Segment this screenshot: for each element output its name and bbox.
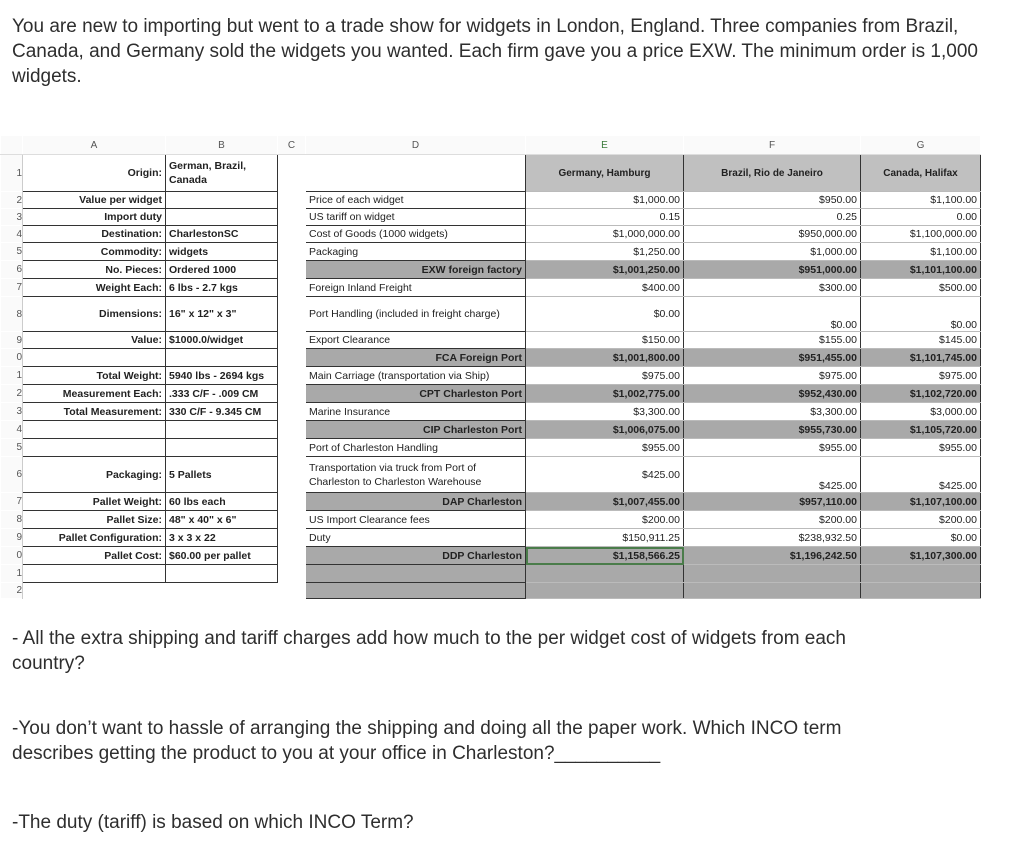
cell-g[interactable]: $200.00 [861, 511, 981, 529]
cell-c[interactable] [278, 297, 306, 332]
cell-c[interactable] [278, 226, 306, 243]
row-number[interactable]: 9 [1, 529, 23, 547]
sheet-row [1, 209, 981, 226]
cell-a[interactable] [23, 583, 166, 599]
cell-a[interactable]: Dimensions: [23, 297, 166, 332]
cell-f[interactable]: $425.00 [684, 457, 861, 493]
cell-c[interactable] [278, 349, 306, 367]
cell-e[interactable]: $425.00 [526, 457, 684, 493]
cell-d[interactable]: Cost of Goods (1000 widgets) [306, 226, 526, 243]
cell-d[interactable] [306, 583, 526, 599]
cell-d[interactable]: CIP Charleston Port [306, 421, 526, 439]
sheet-row [1, 279, 981, 297]
cell-f[interactable]: Brazil, Rio de Janeiro [684, 155, 861, 192]
cell-b[interactable] [166, 439, 278, 457]
cell-b[interactable] [166, 349, 278, 367]
cell-f[interactable]: $155.00 [684, 332, 861, 349]
cell-g[interactable]: $500.00 [861, 279, 981, 297]
cell-a[interactable] [23, 421, 166, 439]
cell-d[interactable]: EXW foreign factory [306, 261, 526, 279]
cell-f[interactable]: 0.25 [684, 209, 861, 226]
cell-d[interactable]: Foreign Inland Freight [306, 279, 526, 297]
cell-c[interactable] [278, 547, 306, 565]
cell-a[interactable]: Measurement Each: [23, 385, 166, 403]
cell-e[interactable]: $3,300.00 [526, 403, 684, 421]
sheet-row [1, 349, 981, 367]
cell-g[interactable]: $1,102,720.00 [861, 385, 981, 403]
cell-f[interactable] [684, 565, 861, 583]
cell-e[interactable]: $400.00 [526, 279, 684, 297]
cell-g[interactable]: 0.00 [861, 209, 981, 226]
cell-b[interactable]: 5940 lbs - 2694 kgs [166, 367, 278, 385]
row-number[interactable]: 1 [1, 367, 23, 385]
cell-e[interactable]: Germany, Hamburg [526, 155, 684, 192]
cell-a[interactable]: Pallet Cost: [23, 547, 166, 565]
sheet-row [1, 457, 981, 493]
cell-a[interactable]: Total Measurement: [23, 403, 166, 421]
cell-c[interactable] [278, 439, 306, 457]
cell-f[interactable]: $951,455.00 [684, 349, 861, 367]
column-header-b[interactable]: B [166, 136, 278, 155]
sheet-row [1, 583, 981, 599]
cell-d[interactable]: US Import Clearance fees [306, 511, 526, 529]
cell-b[interactable]: widgets [166, 243, 278, 261]
cell-e[interactable]: $1,158,566.25 [526, 547, 684, 565]
sheet-row [1, 439, 981, 457]
cell-a[interactable] [23, 439, 166, 457]
cell-a[interactable]: Value: [23, 332, 166, 349]
sheet-row [1, 367, 981, 385]
cell-e[interactable]: $200.00 [526, 511, 684, 529]
cell-e[interactable]: $150.00 [526, 332, 684, 349]
cell-a[interactable]: Import duty [23, 209, 166, 226]
cell-g[interactable]: $1,101,100.00 [861, 261, 981, 279]
cell-d[interactable]: US tariff on widget [306, 209, 526, 226]
sheet-row [1, 243, 981, 261]
cell-g[interactable]: $1,107,300.00 [861, 547, 981, 565]
cell-d[interactable]: DDP Charleston [306, 547, 526, 565]
cell-b[interactable]: $60.00 per pallet [166, 547, 278, 565]
cell-a[interactable]: Origin: [23, 155, 166, 192]
sheet-row [1, 493, 981, 511]
cell-g[interactable]: $1,100,000.00 [861, 226, 981, 243]
cell-c[interactable] [278, 421, 306, 439]
cell-a[interactable]: Total Weight: [23, 367, 166, 385]
cell-e[interactable]: $1,006,075.00 [526, 421, 684, 439]
column-header-c[interactable]: C [278, 136, 306, 155]
column-header-f[interactable]: F [684, 136, 861, 155]
cell-f[interactable]: $3,300.00 [684, 403, 861, 421]
spreadsheet [0, 135, 981, 599]
cell-g[interactable]: $1,107,100.00 [861, 493, 981, 511]
row-number[interactable]: 7 [1, 279, 23, 297]
cell-e[interactable] [526, 565, 684, 583]
cell-c[interactable] [278, 192, 306, 209]
cell-g[interactable]: $0.00 [861, 529, 981, 547]
cell-f[interactable]: $975.00 [684, 367, 861, 385]
row-number[interactable]: 5 [1, 439, 23, 457]
cell-g[interactable]: $1,101,745.00 [861, 349, 981, 367]
cell-d[interactable]: FCA Foreign Port [306, 349, 526, 367]
row-number[interactable]: 0 [1, 547, 23, 565]
cell-f[interactable]: $950,000.00 [684, 226, 861, 243]
cell-a[interactable]: Destination: [23, 226, 166, 243]
cell-e[interactable]: $1,000,000.00 [526, 226, 684, 243]
cell-c[interactable] [278, 155, 306, 192]
cell-f[interactable]: $1,196,242.50 [684, 547, 861, 565]
cell-b[interactable] [166, 192, 278, 209]
cell-a[interactable] [23, 349, 166, 367]
cell-g[interactable]: $1,100.00 [861, 243, 981, 261]
cell-a[interactable]: Pallet Size: [23, 511, 166, 529]
cell-c[interactable] [278, 493, 306, 511]
sheet-row [1, 529, 981, 547]
row-number[interactable]: 0 [1, 349, 23, 367]
cell-b[interactable]: 3 x 3 x 22 [166, 529, 278, 547]
column-header-e[interactable]: E [526, 136, 684, 155]
cell-g[interactable]: $0.00 [861, 297, 981, 332]
sheet-row [1, 192, 981, 209]
cell-e[interactable]: 0.15 [526, 209, 684, 226]
cell-f[interactable]: $0.00 [684, 297, 861, 332]
sheet-row [1, 565, 981, 583]
sheet-row [1, 332, 981, 349]
cell-a[interactable]: Commodity: [23, 243, 166, 261]
cell-f[interactable]: $955.00 [684, 439, 861, 457]
cell-e[interactable]: $1,002,775.00 [526, 385, 684, 403]
cell-e[interactable]: $975.00 [526, 367, 684, 385]
cell-f[interactable]: $300.00 [684, 279, 861, 297]
cell-b[interactable]: 330 C/F - 9.345 CM [166, 403, 278, 421]
cell-e[interactable]: $0.00 [526, 297, 684, 332]
sheet-row [1, 403, 981, 421]
cell-a[interactable]: Weight Each: [23, 279, 166, 297]
cell-c[interactable] [278, 385, 306, 403]
cell-f[interactable]: $950.00 [684, 192, 861, 209]
sheet-row [1, 547, 981, 565]
row-number[interactable]: 6 [1, 457, 23, 493]
cell-d[interactable]: DAP Charleston [306, 493, 526, 511]
sheet-row [1, 385, 981, 403]
row-number[interactable]: 3 [1, 209, 23, 226]
cell-b[interactable]: 16" x 12" x 3" [166, 297, 278, 332]
cell-e[interactable]: $1,001,250.00 [526, 261, 684, 279]
cell-a[interactable]: No. Pieces: [23, 261, 166, 279]
cell-b[interactable]: 48" x 40" x 6" [166, 511, 278, 529]
cell-b[interactable] [166, 421, 278, 439]
cell-c[interactable] [278, 209, 306, 226]
select-all-corner[interactable] [1, 136, 23, 155]
cell-b[interactable]: 60 lbs each [166, 493, 278, 511]
row-number[interactable]: 8 [1, 297, 23, 332]
column-header-g[interactable]: G [861, 136, 981, 155]
sheet-row [1, 155, 981, 192]
intro-text: You are new to importing but went to a trade show for widgets in London, England. Three companies from Brazil, Canada, and Germany sold the widgets you wanted. Each firm gave you a price EXW. The minimum order is 1,000 widgets. [12, 16, 978, 87]
cell-b[interactable]: Ordered 1000 [166, 261, 278, 279]
cell-f[interactable] [684, 583, 861, 599]
sheet-row [1, 421, 981, 439]
cell-d[interactable] [306, 565, 526, 583]
cell-c[interactable] [278, 279, 306, 297]
cell-g[interactable]: $3,000.00 [861, 403, 981, 421]
row-number[interactable]: 5 [1, 243, 23, 261]
row-number[interactable]: 1 [1, 155, 23, 192]
cell-f[interactable]: $955,730.00 [684, 421, 861, 439]
sheet-row [1, 261, 981, 279]
cell-a[interactable]: Packaging: [23, 457, 166, 493]
cell-g[interactable]: $425.00 [861, 457, 981, 493]
question-3: -The duty (tariff) is based on which INCO Term? [12, 812, 414, 833]
row-number[interactable]: 9 [1, 332, 23, 349]
cell-c[interactable] [278, 511, 306, 529]
cell-b[interactable]: 6 lbs - 2.7 kgs [166, 279, 278, 297]
cell-f[interactable]: $238,932.50 [684, 529, 861, 547]
cell-g[interactable]: $955.00 [861, 439, 981, 457]
cell-d[interactable]: Port Handling (included in freight charge) [306, 297, 526, 332]
cell-f[interactable]: $1,000.00 [684, 243, 861, 261]
row-number[interactable]: 2 [1, 385, 23, 403]
row-number[interactable]: 4 [1, 226, 23, 243]
cell-e[interactable]: $1,007,455.00 [526, 493, 684, 511]
row-number[interactable]: 1 [1, 565, 23, 583]
row-number[interactable]: 7 [1, 493, 23, 511]
cell-d[interactable]: Port of Charleston Handling [306, 439, 526, 457]
cell-a[interactable]: Pallet Configuration: [23, 529, 166, 547]
cell-b[interactable] [166, 209, 278, 226]
sheet-row [1, 511, 981, 529]
cell-a[interactable] [23, 565, 166, 583]
sheet-row [1, 297, 981, 332]
row-number[interactable]: 3 [1, 403, 23, 421]
cell-f[interactable]: $951,000.00 [684, 261, 861, 279]
cell-c[interactable] [278, 565, 306, 583]
cell-b[interactable] [166, 565, 278, 583]
cell-g[interactable]: $975.00 [861, 367, 981, 385]
cell-b[interactable]: CharlestonSC [166, 226, 278, 243]
cell-g[interactable]: Canada, Halifax [861, 155, 981, 192]
cell-b[interactable] [166, 583, 278, 599]
cell-c[interactable] [278, 403, 306, 421]
cell-g[interactable] [861, 565, 981, 583]
cell-f[interactable]: $200.00 [684, 511, 861, 529]
cell-c[interactable] [278, 367, 306, 385]
cell-c[interactable] [278, 457, 306, 493]
row-number[interactable]: 6 [1, 261, 23, 279]
column-header-d[interactable]: D [306, 136, 526, 155]
cell-c[interactable] [278, 332, 306, 349]
row-number[interactable]: 2 [1, 192, 23, 209]
cell-e[interactable]: $1,250.00 [526, 243, 684, 261]
cell-c[interactable] [278, 261, 306, 279]
cell-e[interactable]: $1,001,800.00 [526, 349, 684, 367]
cell-d[interactable]: Packaging [306, 243, 526, 261]
cell-f[interactable]: $952,430.00 [684, 385, 861, 403]
column-header-a[interactable]: A [23, 136, 166, 155]
cell-g[interactable] [861, 583, 981, 599]
row-number[interactable]: 4 [1, 421, 23, 439]
cell-b[interactable]: German, Brazil, Canada [166, 155, 278, 192]
cell-d[interactable]: Main Carriage (transportation via Ship) [306, 367, 526, 385]
cell-e[interactable] [526, 583, 684, 599]
cell-d[interactable]: Transportation via truck from Port of Charleston to Charleston Warehouse [306, 457, 526, 493]
cell-d[interactable] [306, 155, 526, 192]
cell-e[interactable]: $955.00 [526, 439, 684, 457]
cell-b[interactable]: 5 Pallets [166, 457, 278, 493]
cell-d[interactable]: Price of each widget [306, 192, 526, 209]
cell-d[interactable]: Duty [306, 529, 526, 547]
cell-f[interactable]: $957,110.00 [684, 493, 861, 511]
cell-a[interactable]: Value per widget [23, 192, 166, 209]
cell-c[interactable] [278, 529, 306, 547]
cell-e[interactable]: $1,000.00 [526, 192, 684, 209]
cell-b[interactable]: .333 C/F - .009 CM [166, 385, 278, 403]
cell-g[interactable]: $1,100.00 [861, 192, 981, 209]
cell-a[interactable]: Pallet Weight: [23, 493, 166, 511]
cell-c[interactable] [278, 583, 306, 599]
question-2: -You don’t want to hassle of arranging the shipping and doing all the paper work. Which INCO term describes getting the product to you at your office in Charleston?__________ [12, 718, 842, 764]
cell-d[interactable]: Marine Insurance [306, 403, 526, 421]
column-header-row [1, 136, 981, 155]
cell-g[interactable]: $145.00 [861, 332, 981, 349]
row-number[interactable]: 2 [1, 583, 23, 599]
cell-g[interactable]: $1,105,720.00 [861, 421, 981, 439]
cell-d[interactable]: CPT Charleston Port [306, 385, 526, 403]
cell-e[interactable]: $150,911.25 [526, 529, 684, 547]
cell-d[interactable]: Export Clearance [306, 332, 526, 349]
cell-c[interactable] [278, 243, 306, 261]
question-1: - All the extra shipping and tariff charges add how much to the per widget cost of widgets from each country? [12, 628, 846, 674]
row-number[interactable]: 8 [1, 511, 23, 529]
cell-b[interactable]: $1000.0/widget [166, 332, 278, 349]
sheet-row [1, 226, 981, 243]
